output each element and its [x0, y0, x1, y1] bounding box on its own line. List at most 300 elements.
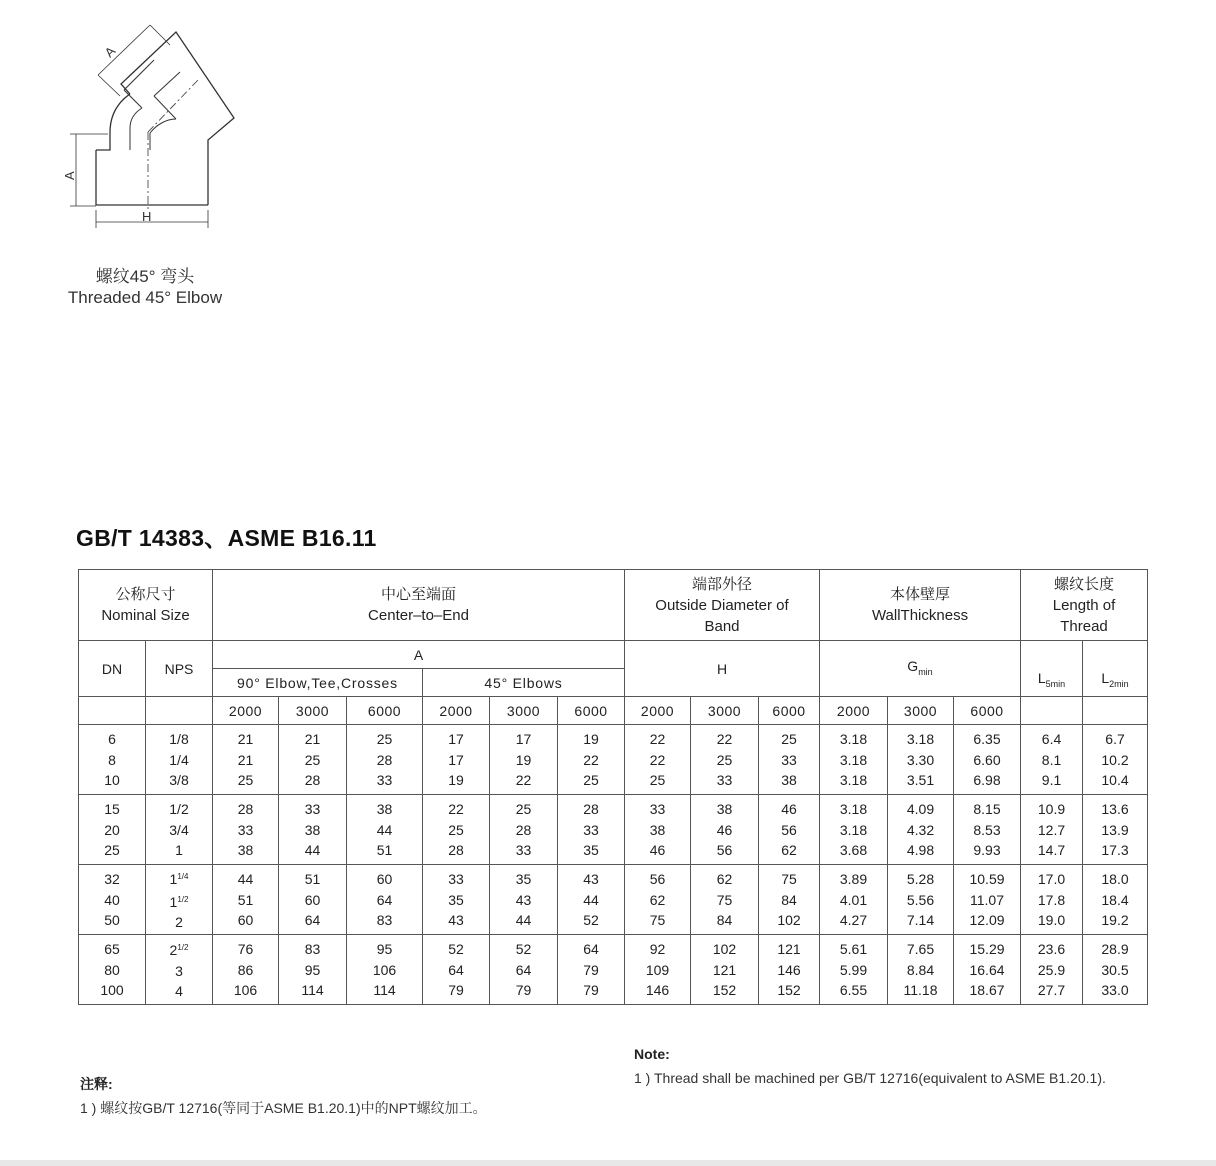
- elbow-45-drawing: [58, 20, 248, 235]
- cell-value: 16.64: [969, 961, 1005, 978]
- value-cell: [954, 865, 1021, 935]
- value-cell: [759, 725, 820, 795]
- cell-value: 62: [716, 871, 733, 888]
- cell-value: 14.7: [1037, 842, 1066, 859]
- cell-value: 28: [304, 772, 321, 789]
- drawing-caption-cn: 螺纹45° 弯头: [95, 267, 195, 286]
- value-cell: [954, 795, 1021, 865]
- cell-value: 146: [645, 982, 670, 999]
- header-center-to-end: [213, 570, 625, 641]
- nps-whole: 3/8: [169, 772, 189, 789]
- nps-value: [146, 770, 212, 791]
- header-text: Outside Diameter of: [655, 596, 789, 614]
- header-a: A: [213, 641, 625, 669]
- dimension-label-a-top: A: [101, 43, 119, 61]
- cell-value: 38: [237, 842, 254, 859]
- cell-value: 83: [304, 941, 321, 958]
- cell-value: 3.18: [839, 772, 868, 789]
- cell-value: 44: [583, 891, 599, 908]
- cell-value: 3.18: [839, 751, 868, 768]
- value-cell: [888, 935, 954, 1005]
- cell-value: 60: [304, 891, 321, 908]
- cell-value: 3.30: [906, 751, 935, 768]
- cell-value: 11.18: [903, 982, 938, 999]
- cell-value: 75: [716, 891, 733, 908]
- cell-value: 6.35: [973, 731, 1001, 748]
- nps-whole: 1/2: [169, 801, 189, 818]
- value-cell: [490, 795, 558, 865]
- class-header-cell: 3000: [490, 697, 558, 725]
- cell-value: 146: [777, 961, 801, 978]
- nps-value: [146, 867, 212, 890]
- cell-value: 56: [716, 842, 733, 859]
- cell-value: 28: [448, 842, 464, 859]
- cell-value: 33: [649, 801, 666, 818]
- class-cell-empty: [146, 697, 213, 725]
- cell-value: 52: [448, 941, 464, 958]
- cell-value: 13.6: [1101, 801, 1129, 818]
- cell-value: 18.0: [1101, 871, 1129, 888]
- nps-value: [146, 729, 212, 750]
- nps-whole: 1: [169, 871, 178, 888]
- header-text: Thread: [1060, 617, 1108, 635]
- value-cell: [888, 795, 954, 865]
- table-row: [79, 795, 1148, 865]
- bottom-band: [0, 1160, 1216, 1166]
- cell-value: 3.68: [839, 842, 868, 859]
- cell-value: 6.60: [973, 751, 1001, 768]
- value-cell: [954, 935, 1021, 1005]
- cell-value: 28: [515, 821, 532, 838]
- value-cell: [423, 725, 490, 795]
- cell-value: 9.1: [1041, 772, 1062, 789]
- class-header-cell: 6000: [558, 697, 625, 725]
- nps-value: [146, 840, 212, 861]
- g-subscript: min: [918, 666, 933, 677]
- class-header-cell: 2000: [423, 697, 490, 725]
- cell-value: 102: [712, 941, 737, 958]
- cell-value: 62: [649, 891, 666, 908]
- cell-value: 51: [304, 871, 321, 888]
- header-text: 端部外径: [691, 575, 752, 593]
- cell-value: 52: [515, 941, 532, 958]
- cell-value: 22: [649, 751, 666, 768]
- class-header-cell: 6000: [759, 697, 820, 725]
- value-cell: [888, 725, 954, 795]
- class-row: [79, 697, 1148, 725]
- cell-value: 33: [448, 871, 464, 888]
- cell-value: 25: [716, 751, 733, 768]
- nps-value: [146, 820, 212, 841]
- cell-value: 43: [448, 912, 464, 929]
- header-text: Band: [704, 617, 740, 635]
- cell-value: 11.07: [970, 891, 1004, 908]
- cell-value: 6.7: [1105, 731, 1125, 748]
- cell-value: 25: [781, 731, 797, 748]
- value-cell: [625, 795, 691, 865]
- cell-value: 25: [304, 751, 321, 768]
- cell-value: 4.27: [839, 912, 868, 929]
- cell-value: 15.29: [969, 941, 1005, 958]
- cell-value: 83: [376, 912, 393, 929]
- cell-value: 22: [649, 731, 666, 748]
- header-thread-length: [1021, 570, 1148, 641]
- cell-value: 4.09: [906, 801, 935, 818]
- dn-cell: [79, 935, 146, 1005]
- dimension-label-h: H: [142, 209, 152, 224]
- header-g-min: [820, 641, 1021, 697]
- cell-value: 3.18: [839, 821, 868, 838]
- cell-value: 5.99: [839, 961, 868, 978]
- cell-value: 17: [515, 731, 532, 748]
- header-text: 公称尺寸: [115, 586, 176, 603]
- dn-value: 15: [104, 801, 120, 818]
- cell-value: 28.9: [1101, 941, 1129, 958]
- elbow-outline-bottom: [96, 150, 208, 205]
- cell-value: 19: [515, 751, 532, 768]
- value-cell: [1083, 865, 1148, 935]
- value-cell: [820, 795, 888, 865]
- value-cell: [1021, 795, 1083, 865]
- nps-whole: 3: [175, 962, 183, 979]
- nps-cell: [146, 725, 213, 795]
- cell-value: 114: [373, 982, 396, 999]
- elbow-outline-45-leg: [121, 32, 234, 205]
- value-cell: [279, 725, 347, 795]
- dn-value: 40: [104, 891, 120, 908]
- cell-value: 44: [304, 842, 321, 859]
- class-header-cell: 2000: [625, 697, 691, 725]
- cell-value: 10.2: [1101, 751, 1129, 768]
- dn-value: 65: [104, 941, 120, 958]
- note-en-title: Note:: [634, 1046, 670, 1062]
- nps-whole: 1: [175, 842, 183, 859]
- cell-value: 75: [781, 871, 797, 888]
- nps-whole: 1: [169, 893, 178, 910]
- value-cell: [558, 865, 625, 935]
- cell-value: 21: [304, 731, 321, 748]
- cell-value: 79: [583, 961, 599, 978]
- value-cell: [1083, 795, 1148, 865]
- cell-value: 109: [645, 961, 670, 978]
- cell-value: 25: [583, 772, 599, 789]
- cell-value: 25: [448, 821, 464, 838]
- cell-value: 5.56: [906, 891, 935, 908]
- class-header-cell: 6000: [954, 697, 1021, 725]
- nps-whole: 3/4: [169, 821, 189, 838]
- cell-value: 64: [448, 961, 464, 978]
- dimension-label-a-left: A: [62, 171, 77, 180]
- table-row: [79, 865, 1148, 935]
- cell-value: 25: [376, 731, 393, 748]
- cell-value: 121: [777, 941, 801, 958]
- cell-value: 28: [376, 751, 393, 768]
- header-nominal-size: [79, 570, 213, 641]
- value-cell: [213, 795, 279, 865]
- cell-value: 152: [712, 982, 737, 999]
- dn-value: 8: [108, 751, 116, 768]
- nps-whole: 1/4: [169, 751, 189, 768]
- header-l5min: [1021, 641, 1083, 697]
- cell-value: 46: [781, 801, 797, 818]
- l5-symbol: L: [1037, 670, 1046, 686]
- nps-fraction: 1/2: [177, 943, 189, 953]
- cell-value: 25: [237, 772, 254, 789]
- cell-value: 8.53: [973, 821, 1001, 838]
- value-cell: [490, 935, 558, 1005]
- cell-value: 21: [237, 731, 254, 748]
- nps-value: [146, 750, 212, 771]
- value-cell: [691, 795, 759, 865]
- value-cell: [1021, 935, 1083, 1005]
- value-cell: [213, 725, 279, 795]
- class-header-cell: 3000: [888, 697, 954, 725]
- header-outside-diameter: [625, 570, 820, 641]
- cell-value: 4.01: [839, 891, 868, 908]
- cell-value: 106: [233, 982, 258, 999]
- cell-value: 30.5: [1101, 961, 1129, 978]
- value-cell: [558, 935, 625, 1005]
- cell-value: 84: [716, 912, 733, 929]
- cell-value: 121: [712, 961, 737, 978]
- nps-value: [146, 981, 212, 1002]
- value-cell: [423, 795, 490, 865]
- value-cell: [1021, 725, 1083, 795]
- cell-value: 3.18: [839, 801, 868, 818]
- header-h: H: [625, 641, 820, 697]
- dn-value: 50: [104, 912, 120, 929]
- dn-value: 25: [104, 842, 120, 859]
- value-cell: [1021, 865, 1083, 935]
- dn-value: 80: [104, 961, 120, 978]
- value-cell: [888, 865, 954, 935]
- dn-value: 20: [104, 821, 120, 838]
- nps-cell: [146, 865, 213, 935]
- cell-value: 38: [781, 772, 797, 789]
- cell-value: 25: [515, 801, 532, 818]
- cell-value: 152: [777, 982, 801, 999]
- cell-value: 17: [448, 751, 464, 768]
- header-dn: DN: [79, 641, 146, 697]
- cell-value: 51: [237, 891, 254, 908]
- cell-value: 62: [781, 842, 797, 859]
- note-en-body: 1 ) Thread shall be machined per GB/T 12716(equivalent to ASME B1.20.1).: [634, 1070, 1106, 1086]
- class-header-cell: 6000: [347, 697, 423, 725]
- cell-value: 3.18: [906, 731, 935, 748]
- cell-value: 76: [237, 941, 254, 958]
- value-cell: [1083, 935, 1148, 1005]
- value-cell: [625, 725, 691, 795]
- header-45-elbow: 45° Elbows: [423, 669, 625, 697]
- value-cell: [625, 935, 691, 1005]
- cell-value: 10.4: [1101, 772, 1129, 789]
- value-cell: [347, 795, 423, 865]
- cell-value: 22: [448, 801, 464, 818]
- cell-value: 75: [649, 912, 666, 929]
- cell-value: 84: [781, 891, 797, 908]
- value-cell: [954, 725, 1021, 795]
- class-header-cell: 3000: [279, 697, 347, 725]
- cell-value: 33: [237, 821, 254, 838]
- header-text: Center–to–End: [368, 607, 469, 624]
- header-90-elbow: 90° Elbow,Tee,Crosses: [213, 669, 423, 697]
- cell-value: 33: [583, 821, 599, 838]
- cell-value: 22: [583, 751, 599, 768]
- l5-subscript: 5min: [1045, 679, 1066, 689]
- cell-value: 5.28: [906, 871, 935, 888]
- dn-value: 10: [104, 772, 120, 789]
- cell-value: 114: [301, 982, 324, 999]
- header-text: 中心至端面: [380, 586, 456, 603]
- cell-value: 35: [448, 891, 464, 908]
- header-text: 螺纹长度: [1054, 575, 1115, 593]
- cell-value: 60: [376, 871, 393, 888]
- cell-value: 17.8: [1037, 891, 1066, 908]
- cell-value: 79: [515, 982, 532, 999]
- cell-value: 5.61: [839, 941, 868, 958]
- value-cell: [490, 725, 558, 795]
- value-cell: [279, 935, 347, 1005]
- class-header-cell: 2000: [820, 697, 888, 725]
- nps-value: [146, 912, 212, 933]
- table-row: [79, 725, 1148, 795]
- drawing-caption-en: Threaded 45° Elbow: [67, 288, 223, 307]
- cell-value: 86: [237, 961, 254, 978]
- header-l2min: [1083, 641, 1148, 697]
- cell-value: 79: [583, 982, 599, 999]
- header-wall-thickness: [820, 570, 1021, 641]
- value-cell: [347, 725, 423, 795]
- cell-value: 33: [716, 772, 733, 789]
- cell-value: 25: [649, 772, 666, 789]
- cell-value: 8.84: [906, 961, 935, 978]
- class-cell-empty: [1021, 697, 1083, 725]
- header-text: Length of: [1052, 596, 1116, 614]
- nps-value: [146, 961, 212, 982]
- cell-value: 3.51: [906, 772, 935, 789]
- cell-value: 19.0: [1037, 912, 1066, 929]
- nps-value: [146, 938, 212, 961]
- cell-value: 46: [716, 821, 733, 838]
- cell-value: 44: [237, 871, 254, 888]
- dn-cell: [79, 725, 146, 795]
- elbow-outline-left-step: [96, 132, 110, 150]
- cell-value: 22: [716, 731, 733, 748]
- nps-whole: 2: [175, 914, 183, 931]
- cell-value: 10.59: [969, 871, 1005, 888]
- cell-value: 95: [376, 941, 393, 958]
- value-cell: [691, 725, 759, 795]
- value-cell: [820, 725, 888, 795]
- cell-value: 17: [448, 731, 464, 748]
- value-cell: [759, 865, 820, 935]
- cell-value: 38: [716, 801, 733, 818]
- cell-value: 60: [237, 912, 254, 929]
- dn-value: 100: [100, 982, 124, 999]
- cell-value: 64: [583, 941, 599, 958]
- value-cell: [691, 935, 759, 1005]
- cell-value: 21: [237, 751, 254, 768]
- value-cell: [423, 935, 490, 1005]
- cell-value: 25.9: [1037, 961, 1066, 978]
- cell-value: 22: [515, 772, 532, 789]
- class-cell-empty: [79, 697, 146, 725]
- header-text: Nominal Size: [101, 607, 190, 624]
- note-cn-title: 注释:: [80, 1076, 113, 1092]
- cell-value: 17.0: [1037, 871, 1066, 888]
- cell-value: 12.7: [1037, 821, 1066, 838]
- value-cell: [279, 795, 347, 865]
- cell-value: 27.7: [1037, 982, 1066, 999]
- cell-value: 106: [372, 961, 397, 978]
- l2-subscript: 2min: [1109, 679, 1129, 689]
- header-text: WallThickness: [871, 607, 969, 624]
- value-cell: [490, 865, 558, 935]
- cell-value: 28: [583, 801, 599, 818]
- table-row: [79, 935, 1148, 1005]
- value-cell: [1083, 725, 1148, 795]
- class-cell-empty: [1083, 697, 1148, 725]
- cell-value: 56: [649, 871, 666, 888]
- cell-value: 35: [515, 871, 532, 888]
- nps-value: [146, 799, 212, 820]
- value-cell: [625, 865, 691, 935]
- cell-value: 13.9: [1101, 821, 1129, 838]
- table-body: [79, 725, 1148, 1005]
- dn-value: 6: [108, 731, 116, 748]
- elbow-outline-outer-curve: [110, 94, 130, 132]
- cell-value: 52: [583, 912, 599, 929]
- cell-value: 102: [777, 912, 801, 929]
- value-cell: [213, 935, 279, 1005]
- cell-value: 51: [376, 842, 393, 859]
- value-cell: [558, 795, 625, 865]
- value-cell: [279, 865, 347, 935]
- cell-value: 44: [515, 912, 532, 929]
- cell-value: 19.2: [1101, 912, 1129, 929]
- value-cell: [759, 795, 820, 865]
- cell-value: 46: [649, 842, 666, 859]
- dn-value: 32: [104, 871, 120, 888]
- cell-value: 4.98: [906, 842, 935, 859]
- cell-value: 18.67: [969, 982, 1005, 999]
- cell-value: 8.15: [973, 801, 1001, 818]
- cell-value: 7.65: [906, 941, 935, 958]
- dn-cell: [79, 795, 146, 865]
- value-cell: [691, 865, 759, 935]
- cell-value: 3.89: [839, 871, 868, 888]
- value-cell: [820, 865, 888, 935]
- value-cell: [347, 865, 423, 935]
- class-header-cell: 3000: [691, 697, 759, 725]
- cell-value: 33: [515, 842, 532, 859]
- cell-value: 92: [649, 941, 666, 958]
- nps-whole: 4: [175, 983, 183, 1000]
- note-cn-body: 1 ) 螺纹按GB/T 12716(等同于ASME B1.20.1)中的NPT螺纹加工。: [80, 1100, 487, 1116]
- cell-value: 79: [448, 982, 464, 999]
- g-symbol: G: [907, 657, 919, 674]
- cell-value: 44: [376, 821, 393, 838]
- cell-value: 28: [237, 801, 254, 818]
- value-cell: [213, 865, 279, 935]
- nps-cell: [146, 935, 213, 1005]
- nps-value: [146, 890, 212, 913]
- cell-value: 38: [649, 821, 666, 838]
- cell-value: 19: [448, 772, 464, 789]
- cell-value: 10.9: [1037, 801, 1066, 818]
- nps-cell: [146, 795, 213, 865]
- cell-value: 56: [781, 821, 797, 838]
